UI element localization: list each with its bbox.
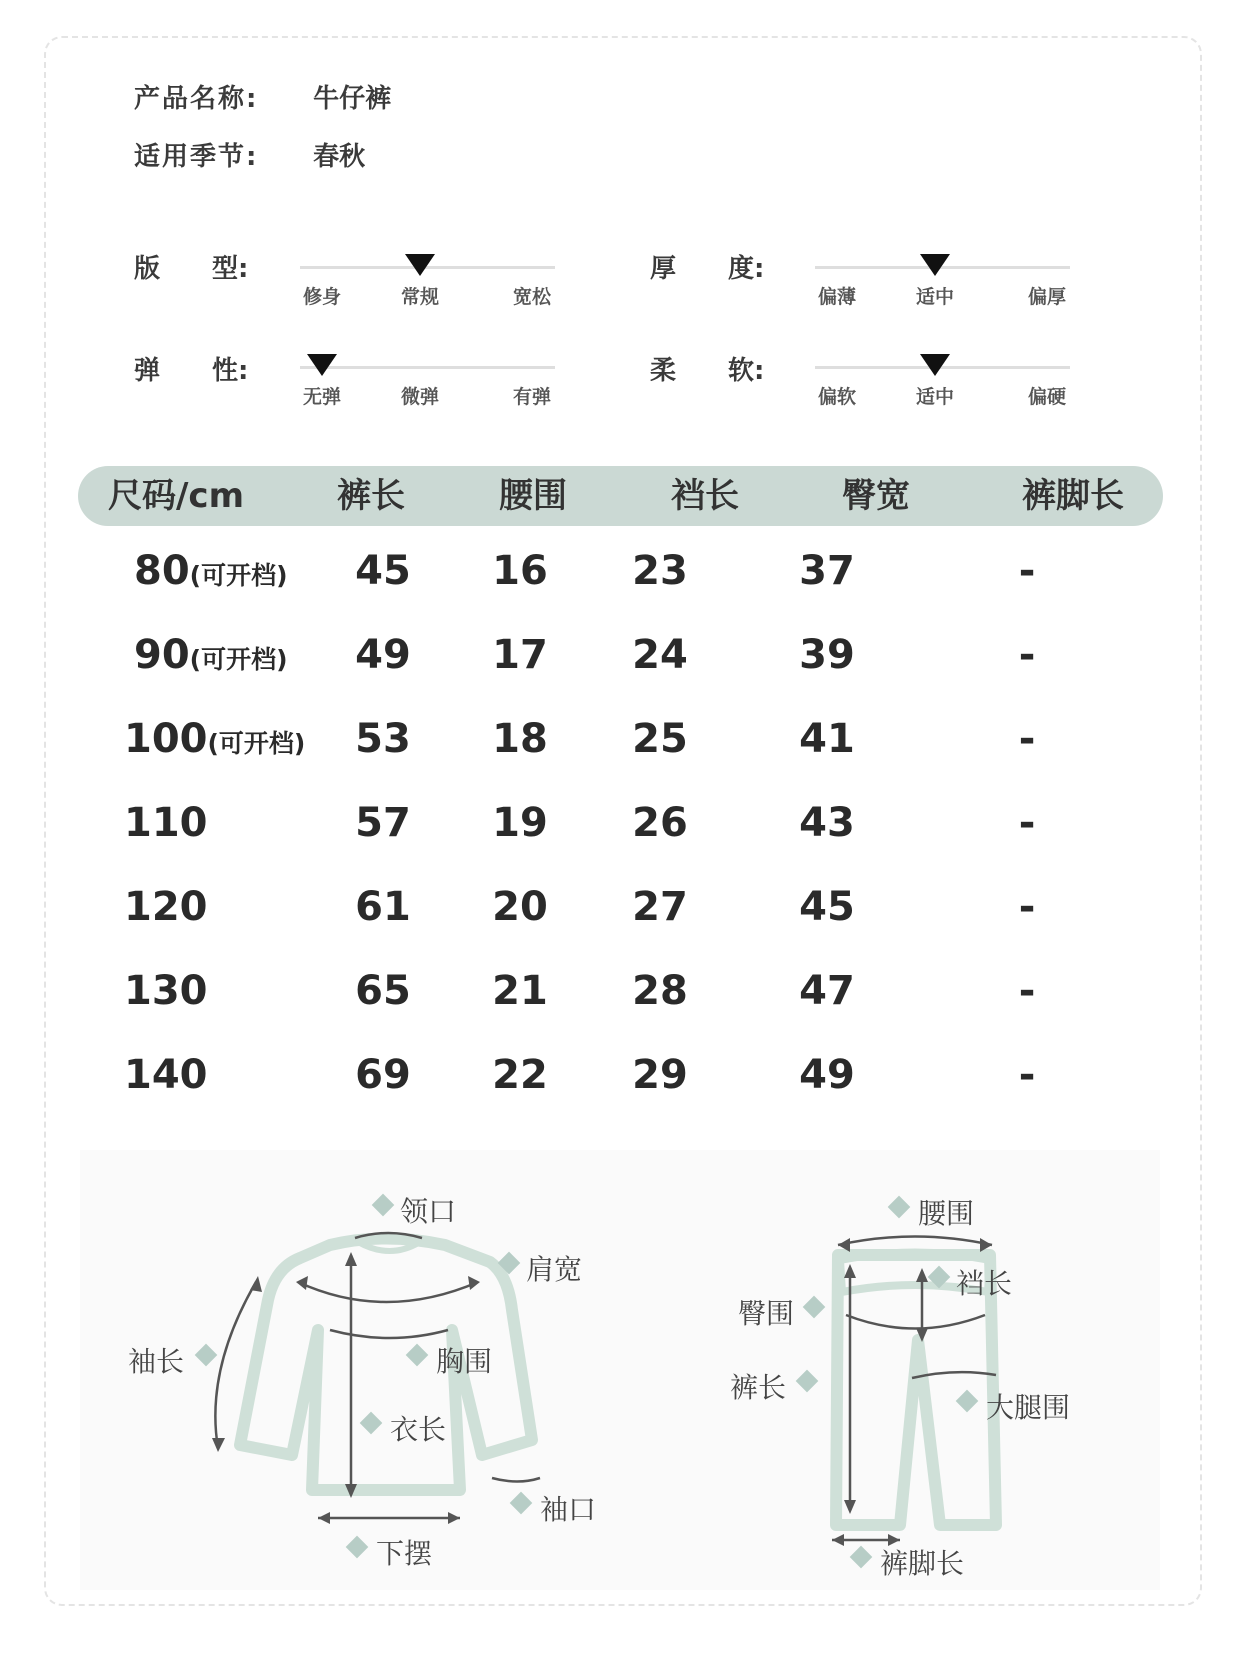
table-cell: 27 xyxy=(632,884,688,930)
table-cell: 28 xyxy=(632,968,688,1014)
label-shoulder: 肩宽 xyxy=(526,1253,583,1286)
table-cell: 21 xyxy=(492,968,548,1014)
table-cell: 45 xyxy=(355,548,411,594)
table-cell: 29 xyxy=(632,1052,688,1098)
label-waist: 腰围 xyxy=(918,1197,975,1230)
table-cell: 61 xyxy=(355,884,411,930)
size-value: 90 xyxy=(134,632,190,678)
table-cell: - xyxy=(1018,884,1036,930)
table-cell: 16 xyxy=(492,548,548,594)
size-note: (可开档) xyxy=(207,729,306,758)
header-hip-width: 臀宽 xyxy=(842,476,910,516)
table-cell: 24 xyxy=(632,632,688,678)
table-cell: 47 xyxy=(799,968,855,1014)
table-cell: 65 xyxy=(355,968,411,1014)
table-cell: 49 xyxy=(355,632,411,678)
header-waist: 腰围 xyxy=(499,476,567,516)
table-cell: 19 xyxy=(492,800,548,846)
size-value: 140 xyxy=(124,1052,208,1098)
softness-label: 柔 软: xyxy=(650,356,765,386)
scale-option: 偏软 xyxy=(817,386,857,408)
label-sleeve-length: 袖长 xyxy=(128,1345,185,1378)
scale-option: 宽松 xyxy=(512,286,552,308)
scale-option: 偏厚 xyxy=(1027,286,1067,308)
table-cell: 39 xyxy=(799,632,855,678)
header-rise: 裆长 xyxy=(671,476,739,516)
table-cell: 20 xyxy=(492,884,548,930)
table-cell: 17 xyxy=(492,632,548,678)
header-pants-length: 裤长 xyxy=(337,476,405,516)
fit-label: 版 型: xyxy=(134,254,249,284)
table-cell: 43 xyxy=(799,800,855,846)
size-value: 110 xyxy=(124,800,208,846)
header-size: 尺码/cm xyxy=(108,476,244,516)
product-name-label: 产品名称: xyxy=(134,84,259,114)
table-cell: 22 xyxy=(492,1052,548,1098)
season-label: 适用季节: xyxy=(134,142,259,172)
size-note: (可开档) xyxy=(189,645,288,674)
table-cell: - xyxy=(1018,800,1036,846)
table-cell: 41 xyxy=(799,716,855,762)
table-cell: 25 xyxy=(632,716,688,762)
table-cell: 18 xyxy=(492,716,548,762)
label-collar: 领口 xyxy=(400,1195,457,1228)
size-value: 100 xyxy=(124,716,208,762)
season-value: 春秋 xyxy=(313,142,366,172)
label-leg-opening: 裤脚长 xyxy=(880,1547,965,1580)
label-thigh: 大腿围 xyxy=(986,1391,1071,1424)
table-cell: - xyxy=(1018,716,1036,762)
scale-option: 微弹 xyxy=(400,386,440,408)
scale-option: 适中 xyxy=(915,286,955,308)
scale-option: 常规 xyxy=(400,286,440,308)
label-hem: 下摆 xyxy=(376,1537,433,1570)
table-cell: 53 xyxy=(355,716,411,762)
elasticity-label: 弹 性: xyxy=(134,356,249,386)
table-cell: - xyxy=(1018,1052,1036,1098)
label-hip: 臀围 xyxy=(738,1297,795,1330)
table-cell: 37 xyxy=(799,548,855,594)
label-rise: 裆长 xyxy=(956,1267,1013,1300)
scale-option: 无弹 xyxy=(302,386,342,408)
thickness-label: 厚 度: xyxy=(650,254,765,284)
scale-option: 适中 xyxy=(915,386,955,408)
table-cell: 26 xyxy=(632,800,688,846)
size-value: 80 xyxy=(134,548,190,594)
table-cell: - xyxy=(1018,548,1036,594)
table-cell: 57 xyxy=(355,800,411,846)
scale-option: 偏硬 xyxy=(1027,386,1067,408)
label-chest: 胸围 xyxy=(436,1345,493,1378)
table-cell: - xyxy=(1018,968,1036,1014)
table-cell: 23 xyxy=(632,548,688,594)
label-body-length: 衣长 xyxy=(390,1413,447,1446)
size-value: 130 xyxy=(124,968,208,1014)
size-value: 120 xyxy=(124,884,208,930)
scale-option: 修身 xyxy=(302,286,342,308)
label-cuff: 袖口 xyxy=(540,1493,597,1526)
table-cell: 49 xyxy=(799,1052,855,1098)
label-pants-length: 裤长 xyxy=(730,1371,787,1404)
scale-option: 偏薄 xyxy=(817,286,857,308)
size-note: (可开档) xyxy=(189,561,288,590)
scale-option: 有弹 xyxy=(512,386,552,408)
table-cell: - xyxy=(1018,632,1036,678)
table-cell: 45 xyxy=(799,884,855,930)
header-leg-opening: 裤脚长 xyxy=(1022,476,1124,516)
product-name-value: 牛仔裤 xyxy=(313,84,392,114)
table-cell: 69 xyxy=(355,1052,411,1098)
